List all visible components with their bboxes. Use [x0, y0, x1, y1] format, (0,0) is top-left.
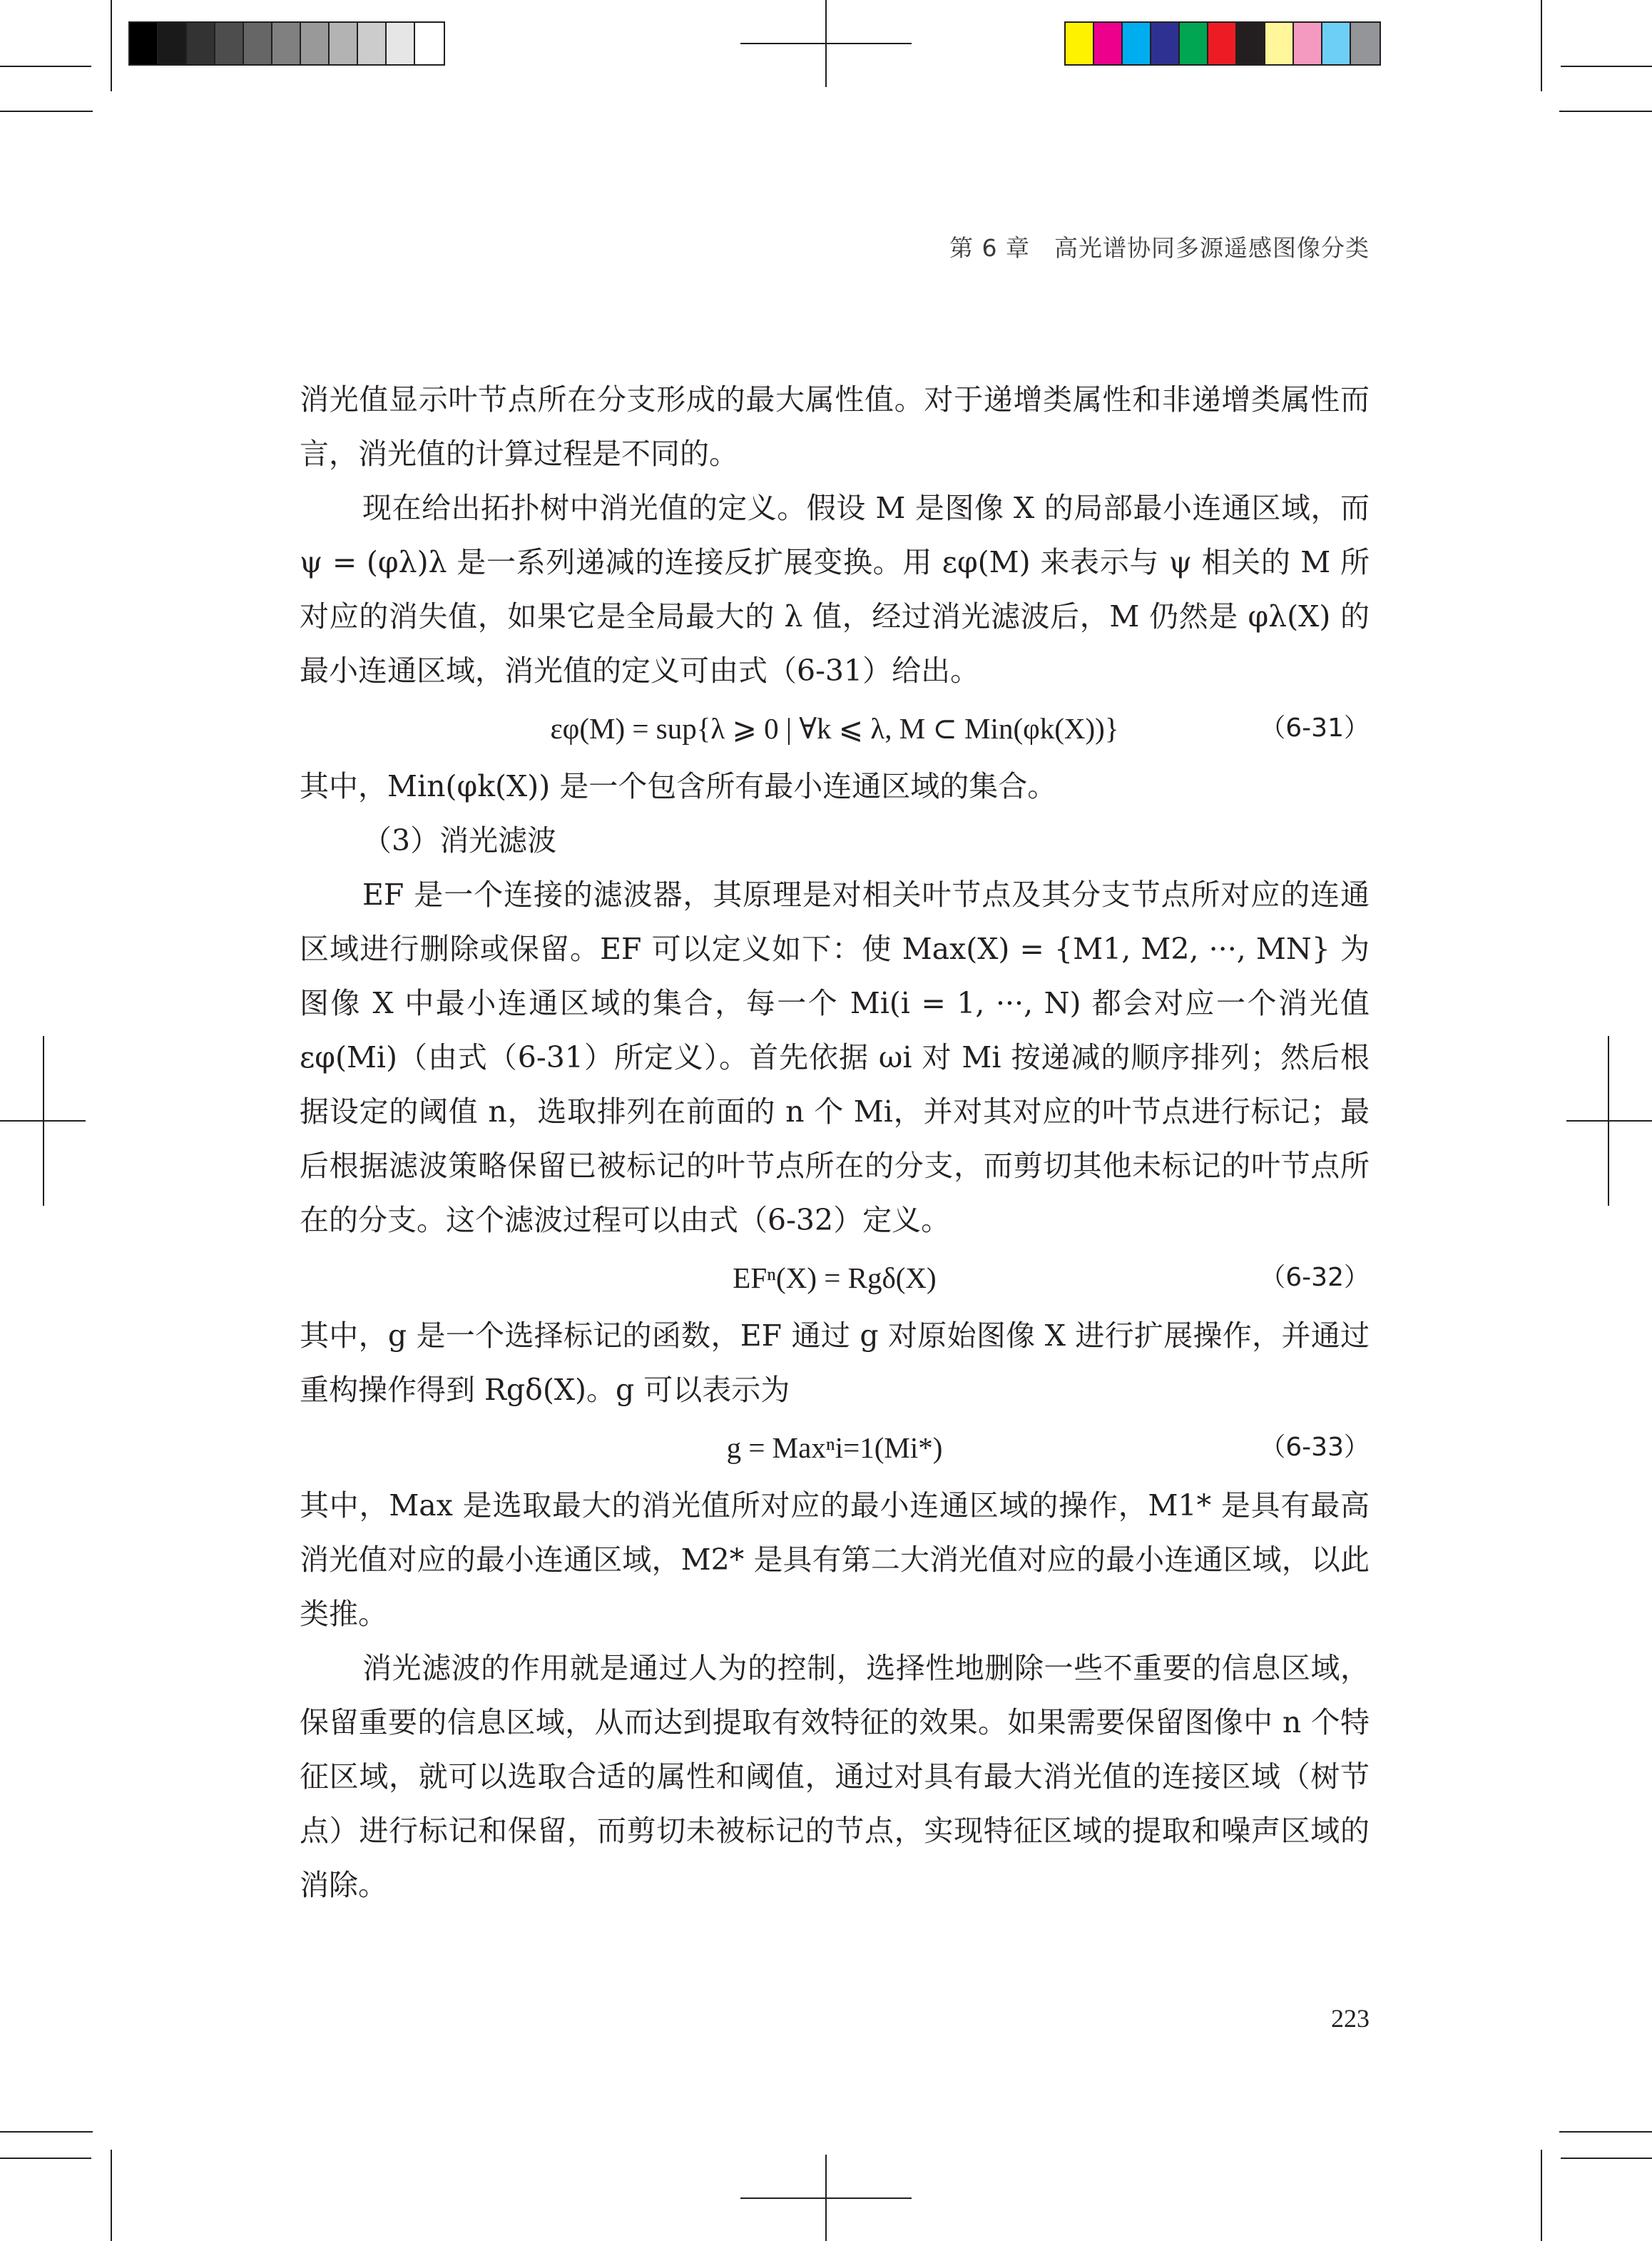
chapter-title: 高光谱协同多源遥感图像分类 — [1054, 234, 1370, 262]
color-swatch — [1322, 23, 1351, 64]
equation-formula: εφ(M) = sup{λ ⩾ 0 | ∀k ⩽ λ, M ⊂ Min(φk(X))} — [550, 712, 1119, 745]
subsection-heading: （3）消光滤波 — [362, 823, 557, 858]
gray-swatch — [244, 23, 272, 64]
equation-number: （6-33） — [1260, 1433, 1370, 1462]
grayscale-calibration-bar — [128, 21, 445, 66]
gray-swatch — [330, 23, 358, 64]
paragraph-1: 消光值显示叶节点所在分支形成的最大属性值。对于递增类属性和非递增类属性而言，消光值的计算过程是不同的。 — [300, 382, 1370, 471]
equation-formula: EFⁿ(X) = Rgδ(X) — [733, 1261, 937, 1294]
paragraph-5: 其中，g 是一个选择标记的函数，EF 通过 g 对原始图像 X 进行扩展操作，并通过重构操作得到 Rgδ(X)。g 可以表示为 — [300, 1318, 1370, 1407]
gray-swatch — [387, 23, 415, 64]
running-header — [949, 230, 1370, 263]
color-calibration-bar — [1064, 21, 1381, 66]
paragraph-3: 其中，Min(φk(X)) 是一个包含所有最小连通区域的集合。 — [300, 769, 1057, 803]
color-swatch — [1094, 23, 1123, 64]
gray-swatch — [301, 23, 330, 64]
color-swatch — [1351, 23, 1380, 64]
gray-swatch — [215, 23, 244, 64]
equation-6-32 — [300, 1247, 1370, 1308]
paragraph-2: 现在给出拓扑树中消光值的定义。假设 M 是图像 X 的局部最小连通区域，而 ψ = (φλ)λ 是一系列递减的连接反扩展变换。用 εφ(M) 来表示与 ψ 相关的 M 所对应的消失值，如果它是全局最大的 λ 值，经过消光滤波后，M 仍然是 φλ(X) 的最小连通区域，消光值的定义可由式（6-31）给出。 — [300, 491, 1370, 688]
gray-swatch — [415, 23, 444, 64]
color-swatch — [1265, 23, 1294, 64]
color-swatch — [1151, 23, 1180, 64]
color-swatch — [1180, 23, 1208, 64]
gray-swatch — [187, 23, 215, 64]
equation-6-33 — [300, 1417, 1370, 1478]
equation-number: （6-32） — [1260, 1263, 1370, 1292]
gray-swatch — [130, 23, 158, 64]
body-text — [300, 372, 1370, 1912]
equation-number: （6-31） — [1260, 713, 1370, 743]
chapter-number: 第 6 章 — [949, 234, 1030, 262]
equation-formula: g = Maxⁿi=1(Mi*) — [726, 1431, 943, 1464]
color-swatch — [1294, 23, 1322, 64]
paragraph-4: EF 是一个连接的滤波器，其原理是对相关叶节点及其分支节点所对应的连通区域进行删除或保留。EF 可以定义如下：使 Max(X) = {M1, M2, ···, MN} 为图像 X 中最小连通区域的集合，每一个 Mi(i = 1, ···, N) 都会对应一个消光值 εφ(Mi)（由式（6-31）所定义）。首先依据 ωi 对 Mi 按递减的顺序排列；然后根据设定的阈值 n，选取排列在前面的 n 个 Mi，并对其对应的叶节点进行标记；最后根据滤波策略保留已被标记的叶节点所在的分支，而剪切其他未标记的叶节点所在的分支。这个滤波过程可以由式（6-32）定义。 — [300, 878, 1370, 1237]
gray-swatch — [358, 23, 387, 64]
page-number: 223 — [1331, 2004, 1370, 2033]
paragraph-6: 其中，Max 是选取最大的消光值所对应的最小连通区域的操作，M1* 是具有最高消光值对应的最小连通区域，M2* 是具有第二大消光值对应的最小连通区域，以此类推。 — [300, 1488, 1370, 1631]
color-swatch — [1123, 23, 1151, 64]
color-swatch — [1208, 23, 1237, 64]
gray-swatch — [272, 23, 301, 64]
color-swatch — [1237, 23, 1265, 64]
color-swatch — [1066, 23, 1094, 64]
paragraph-7: 消光滤波的作用就是通过人为的控制，选择性地删除一些不重要的信息区域，保留重要的信息区域，从而达到提取有效特征的效果。如果需要保留图像中 n 个特征区域，就可以选取合适的属性和阈值，通过对具有最大消光值的连接区域（树节点）进行标记和保留，而剪切未被标记的节点，实现特征区域的提取和噪声区域的消除。 — [300, 1651, 1370, 1902]
equation-6-31 — [300, 698, 1370, 759]
gray-swatch — [158, 23, 187, 64]
